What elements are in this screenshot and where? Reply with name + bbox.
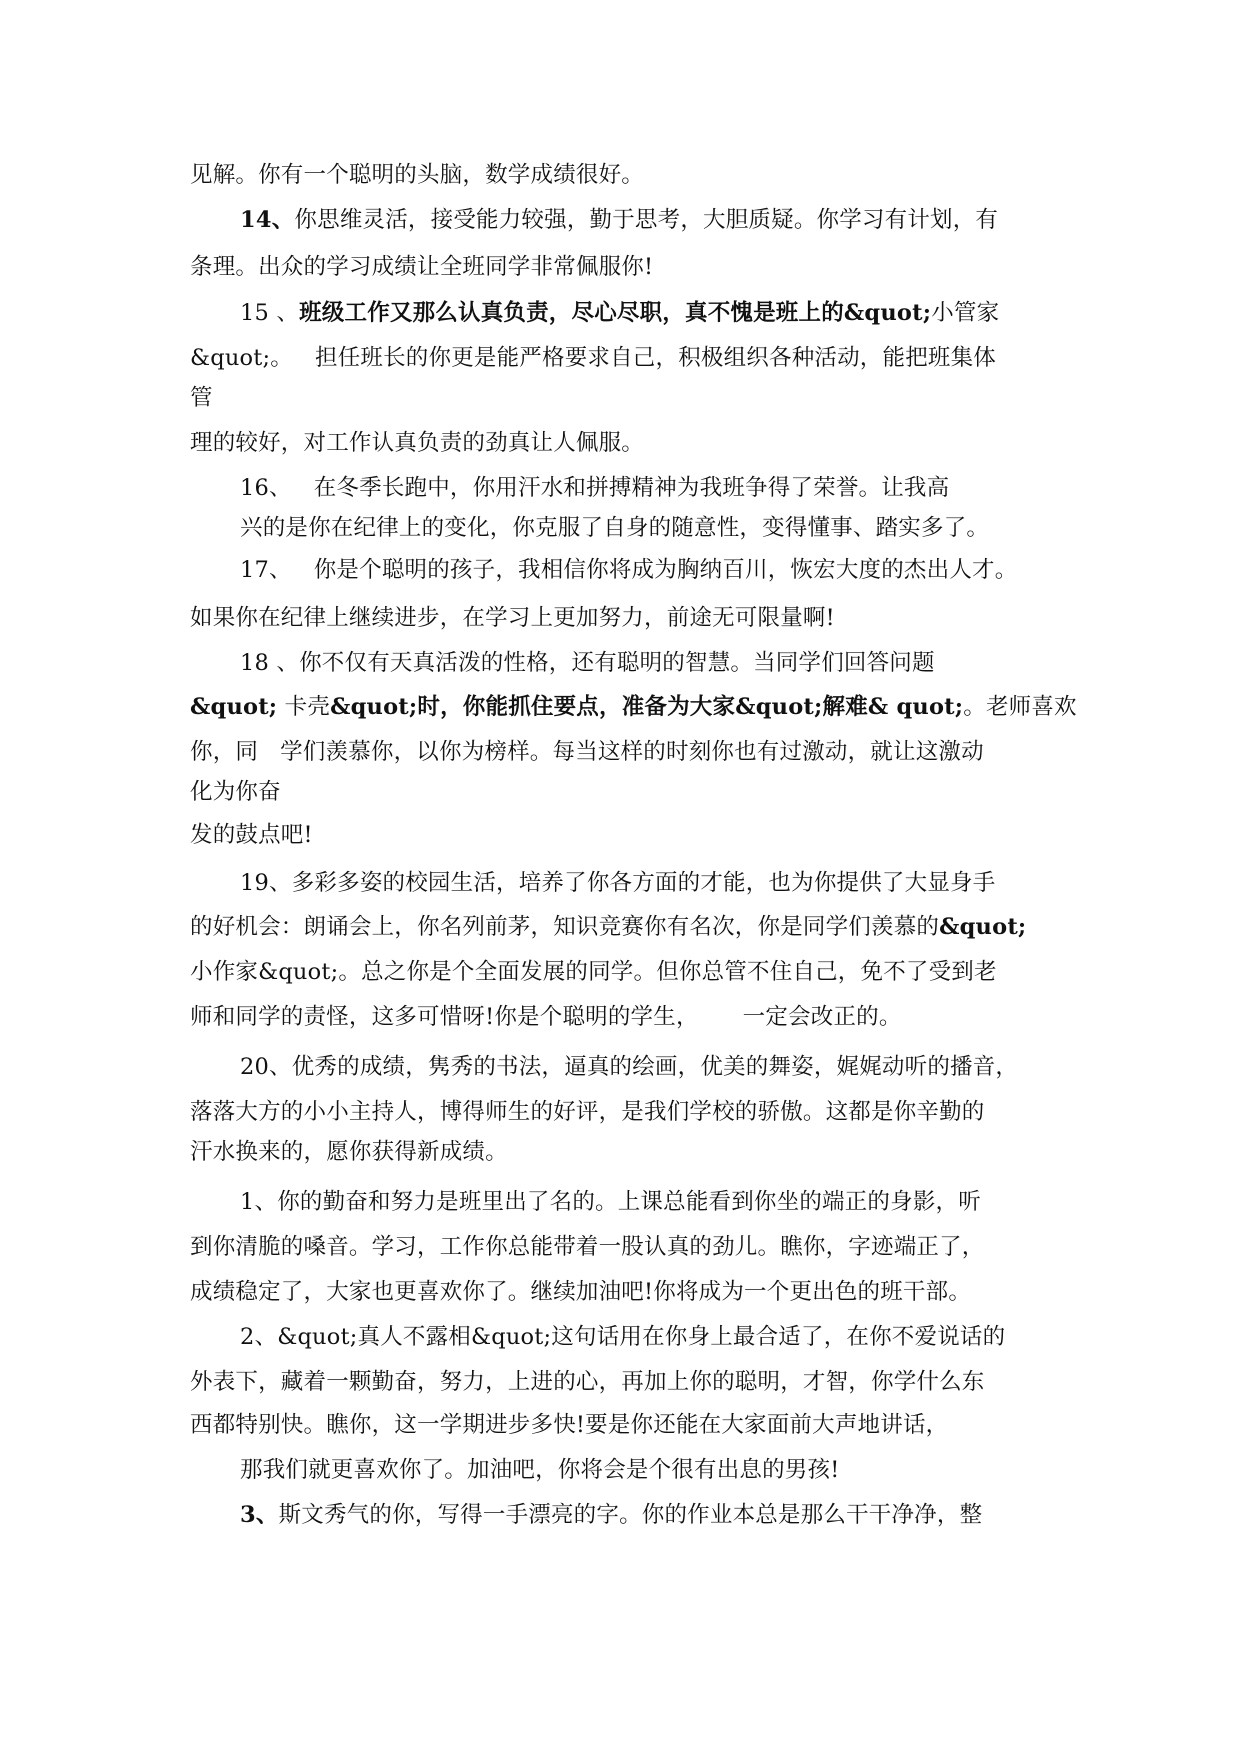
paragraph-number: 3、 xyxy=(240,1502,279,1528)
paragraph-q2-line-3 xyxy=(190,1410,1060,1440)
text: 你不仅有天真活泼的性格，还有聪明的智慧。当同学们回答问题 xyxy=(299,650,935,676)
paragraph-19-line-1 xyxy=(240,868,1060,898)
text: 的好机会：朗诵会上，你名列前茅，知识竞赛你有名次，你是同学们羡慕的 xyxy=(190,914,940,940)
bold-text: &quot; xyxy=(190,694,278,720)
text: 化为你奋 xyxy=(190,779,281,805)
text: 19、多彩多姿的校园生活，培养了你各方面的才能，也为你提供了大显身手 xyxy=(240,870,996,896)
paragraph-18-line-3 xyxy=(190,737,1060,767)
paragraph-19-line-4 xyxy=(190,1002,1060,1032)
bold-text: &quot;时，你能抓住要点，准备为大家&quot;解难& quot; xyxy=(330,694,964,720)
paragraph-19-line-2 xyxy=(190,912,1060,942)
paragraph-q1-line-2 xyxy=(190,1232,1060,1262)
text: 兴的是你在纪律上的变化，你克服了自身的随意性，变得懂事、踏实多了。 xyxy=(240,515,990,541)
text: 你思维灵活，接受能力较强，勤于思考，大胆质疑。你学习有计划，有 xyxy=(294,207,999,233)
paragraph-q2-line-4 xyxy=(240,1455,1060,1485)
paragraph-15-line-2 xyxy=(190,343,1060,373)
paragraph-q1-line-3 xyxy=(190,1277,1060,1307)
text: 师和同学的责怪，这多可惜呀!你是个聪明的学生， xyxy=(190,1004,699,1030)
text: 2、&quot;真人不露相&quot;这句话用在你身上最合适了，在你不爱说话的 xyxy=(240,1324,1006,1350)
text: 发的鼓点吧! xyxy=(190,822,313,848)
text: 汗水换来的，愿你获得新成绩。 xyxy=(190,1139,508,1165)
paragraph-20-line-2 xyxy=(190,1097,1060,1127)
text: 在冬季长跑中，你用汗水和拼搏精神为我班争得了荣誉。让我高 xyxy=(313,475,950,501)
text: 卡壳 xyxy=(284,694,331,720)
text: 你是个聪明的孩子，我相信你将成为胸纳百川，恢宏大度的杰出人才。 xyxy=(313,557,1018,583)
text: 条理。出众的学习成绩让全班同学非常佩服你! xyxy=(190,254,654,280)
paragraph-15-line-3 xyxy=(190,383,1060,413)
paragraph-q1-line-1 xyxy=(240,1187,1060,1217)
bold-text: 班级工作又那么认真负责，尽心尽职，真不愧是班上的&quot; xyxy=(299,300,932,326)
paragraph-14-line-2 xyxy=(190,252,1060,282)
paragraph-number: 17、 xyxy=(240,557,292,583)
paragraph-18-line-4 xyxy=(190,777,1060,807)
paragraph-q3-line-1 xyxy=(240,1500,1060,1530)
paragraph-18-line-1 xyxy=(240,648,1060,678)
text: 。老师喜欢 xyxy=(963,694,1077,720)
text: 你，同 xyxy=(190,739,259,765)
paragraph-18-line-5 xyxy=(190,820,1060,850)
text: 管 xyxy=(190,385,213,411)
paragraph-q2-line-1 xyxy=(240,1322,1060,1352)
text: 到你清脆的嗓音。学习，工作你总能带着一股认真的劲儿。瞧你，字迹端正了， xyxy=(190,1234,985,1260)
text: 成绩稳定了，大家也更喜欢你了。继续加油吧!你将成为一个更出色的班干部。 xyxy=(190,1279,972,1305)
paragraph-number: 18 、 xyxy=(240,650,300,676)
text: 西都特别快。瞧你，这一学期进步多快!要是你还能在大家面前大声地讲话， xyxy=(190,1412,949,1438)
text: 那我们就更喜欢你了。加油吧，你将会是个很有出息的男孩! xyxy=(240,1457,840,1483)
paragraph-16-line-2 xyxy=(240,513,1060,543)
text: 小作家&quot;。总之你是个全面发展的同学。但你总管不住自己，免不了受到老 xyxy=(190,959,997,985)
paragraph-15-line-1 xyxy=(240,298,1060,328)
paragraph-14-line-1 xyxy=(240,205,1060,235)
paragraph-18-line-2 xyxy=(190,692,1077,722)
paragraph-17-line-2 xyxy=(190,603,1060,633)
paragraph-number: 16、 xyxy=(240,475,292,501)
bold-text: &quot; xyxy=(939,914,1027,940)
paragraph-17-line-1 xyxy=(240,555,1060,585)
text: &quot;。 xyxy=(190,345,293,371)
text: 如果你在纪律上继续进步，在学习上更加努力，前途无可限量啊! xyxy=(190,605,835,631)
text: 小管家 xyxy=(931,300,1000,326)
text: 20、优秀的成绩，隽秀的书法，逼真的绘画，优美的舞姿，娓娓动听的播音， xyxy=(240,1054,1019,1080)
text: 1、你的勤奋和努力是班里出了名的。上课总能看到你坐的端正的身影，听 xyxy=(240,1189,981,1215)
text: 担任班长的你更是能严格要求自己，积极组织各种活动，能把班集体 xyxy=(315,345,997,371)
text: 见解。你有一个聪明的头脑，数学成绩很好。 xyxy=(190,162,645,188)
paragraph-20-line-3 xyxy=(190,1137,1060,1167)
text: 理的较好，对工作认真负责的劲真让人佩服。 xyxy=(190,430,645,456)
paragraph-q2-line-2 xyxy=(190,1367,1060,1397)
paragraph-20-line-1 xyxy=(240,1052,1060,1082)
paragraph-16-line-1 xyxy=(240,473,1060,503)
paragraph-number: 14、 xyxy=(240,207,295,233)
paragraph-19-line-3 xyxy=(190,957,1060,987)
paragraph-number: 15 、 xyxy=(240,300,300,326)
paragraph-15-line-4 xyxy=(190,428,1060,458)
text: 斯文秀气的你，写得一手漂亮的字。你的作业本总是那么干干净净，整 xyxy=(278,1502,983,1528)
text: 外表下，藏着一颗勤奋，努力，上进的心，再加上你的聪明，才智，你学什么东 xyxy=(190,1369,985,1395)
paragraph-13-line-1 xyxy=(190,160,1060,190)
text: 落落大方的小小主持人，博得师生的好评，是我们学校的骄傲。这都是你辛勤的 xyxy=(190,1099,985,1125)
text: 学们羡慕你，以你为榜样。每当这样的时刻你也有过激动，就让这激动 xyxy=(280,739,984,765)
text: 一定会改正的。 xyxy=(742,1004,902,1030)
